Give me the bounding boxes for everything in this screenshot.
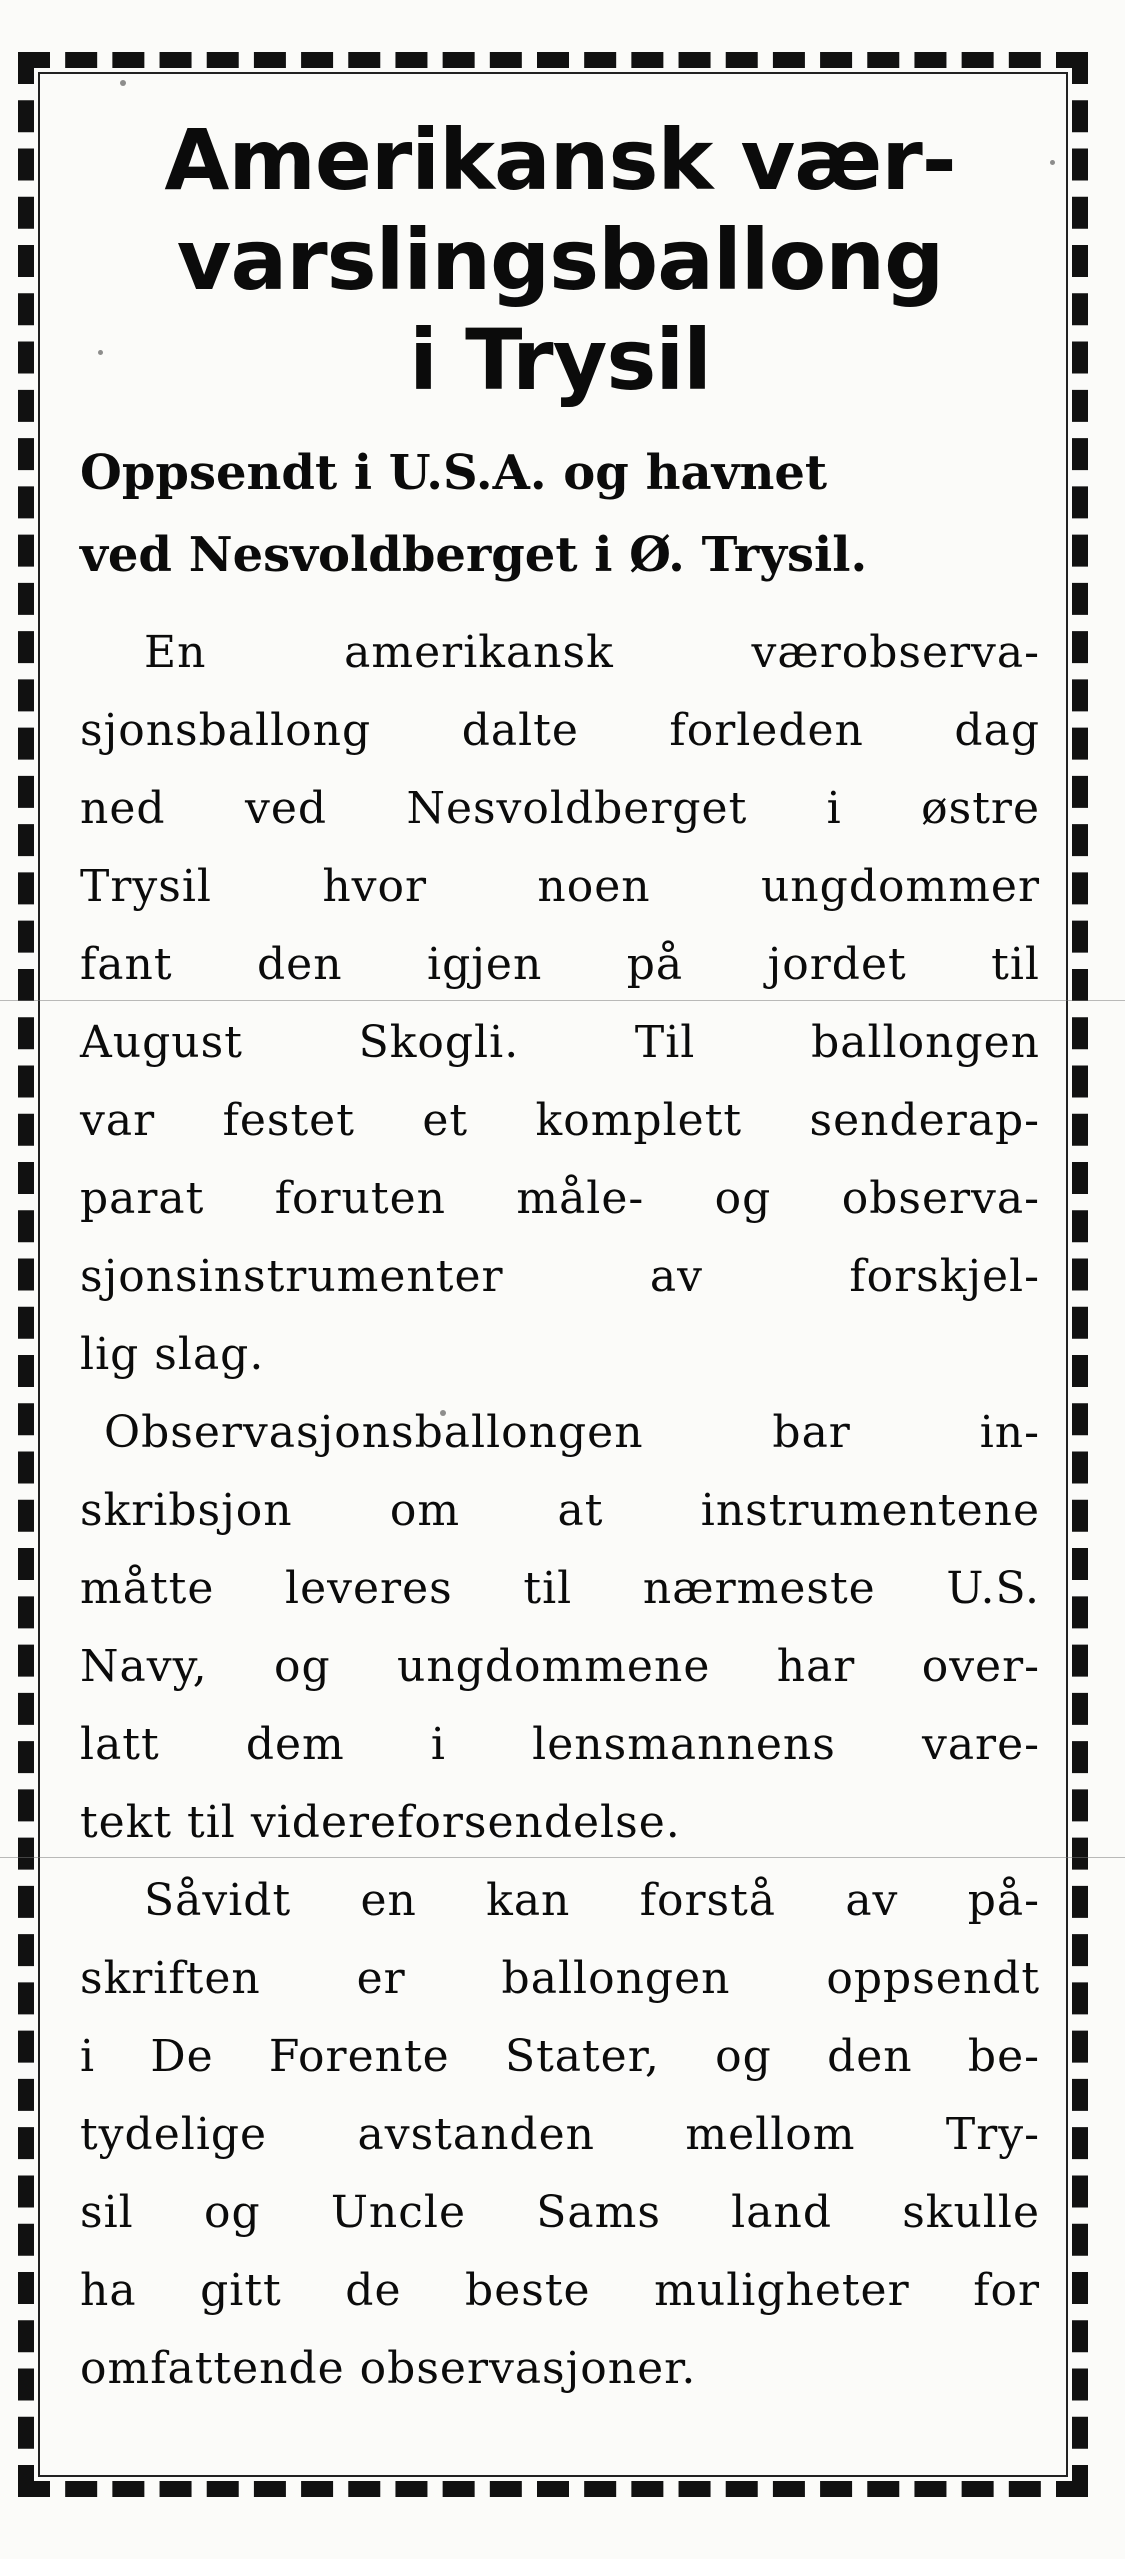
headline-line: Amerikansk vær-: [164, 111, 956, 209]
print-speck: [120, 80, 126, 86]
article-subheadline: [80, 432, 1040, 596]
subheadline-line: Oppsendt i U.S.A. og havnet: [80, 445, 828, 501]
subheadline-line: ved Nesvoldberget i Ø. Trysil.: [80, 527, 868, 583]
headline-line: varslingsballong: [176, 211, 944, 309]
headline-line: i Trysil: [409, 311, 711, 409]
body-line: parat foruten måle- og observa-: [80, 1173, 1040, 1224]
paragraph-3: [80, 1862, 1040, 2408]
body-line: Observasjonsballongen bar in-: [104, 1407, 1040, 1458]
body-line: skribsjon om at instrumentene: [80, 1485, 1040, 1536]
body-line: tydelige avstanden mellom Try-: [80, 2109, 1040, 2160]
body-line: sjonsinstrumenter av forskjel-: [80, 1251, 1040, 1302]
body-line: skriften er ballongen oppsendt: [80, 1953, 1040, 2004]
body-line: omfattende observasjoner.: [80, 2343, 697, 2394]
paragraph-1: [80, 614, 1040, 1394]
body-line: Trysil hvor noen ungdommer: [80, 861, 1040, 912]
body-line: August Skogli. Til ballongen: [80, 1017, 1040, 1068]
body-line: sjonsballong dalte forleden dag: [80, 705, 1040, 756]
body-line: var festet et komplett senderap-: [80, 1095, 1040, 1146]
body-line: Navy, og ungdommene har over-: [80, 1641, 1040, 1692]
body-line: En amerikansk værobserva-: [144, 627, 1040, 678]
body-line: ned ved Nesvoldberget i østre: [80, 783, 1040, 834]
print-speck: [1050, 160, 1055, 165]
body-line: i De Forente Stater, og den be-: [80, 2031, 1040, 2082]
body-line: fant den igjen på jordet til: [80, 939, 1040, 990]
body-line: lig slag.: [80, 1329, 265, 1380]
article-body: [80, 614, 1040, 2408]
paragraph-2: [80, 1394, 1040, 1862]
body-line: sil og Uncle Sams land skulle: [80, 2187, 1040, 2238]
body-line: Såvidt en kan forstå av på-: [144, 1875, 1040, 1926]
article-headline: [80, 110, 1040, 410]
body-line: latt dem i lensmannens vare-: [80, 1719, 1040, 1770]
body-line: måtte leveres til nærmeste U.S.: [80, 1563, 1040, 1614]
article: [80, 110, 1040, 2408]
body-line: ha gitt de beste muligheter for: [80, 2265, 1040, 2316]
body-line: tekt til videreforsendelse.: [80, 1797, 681, 1848]
